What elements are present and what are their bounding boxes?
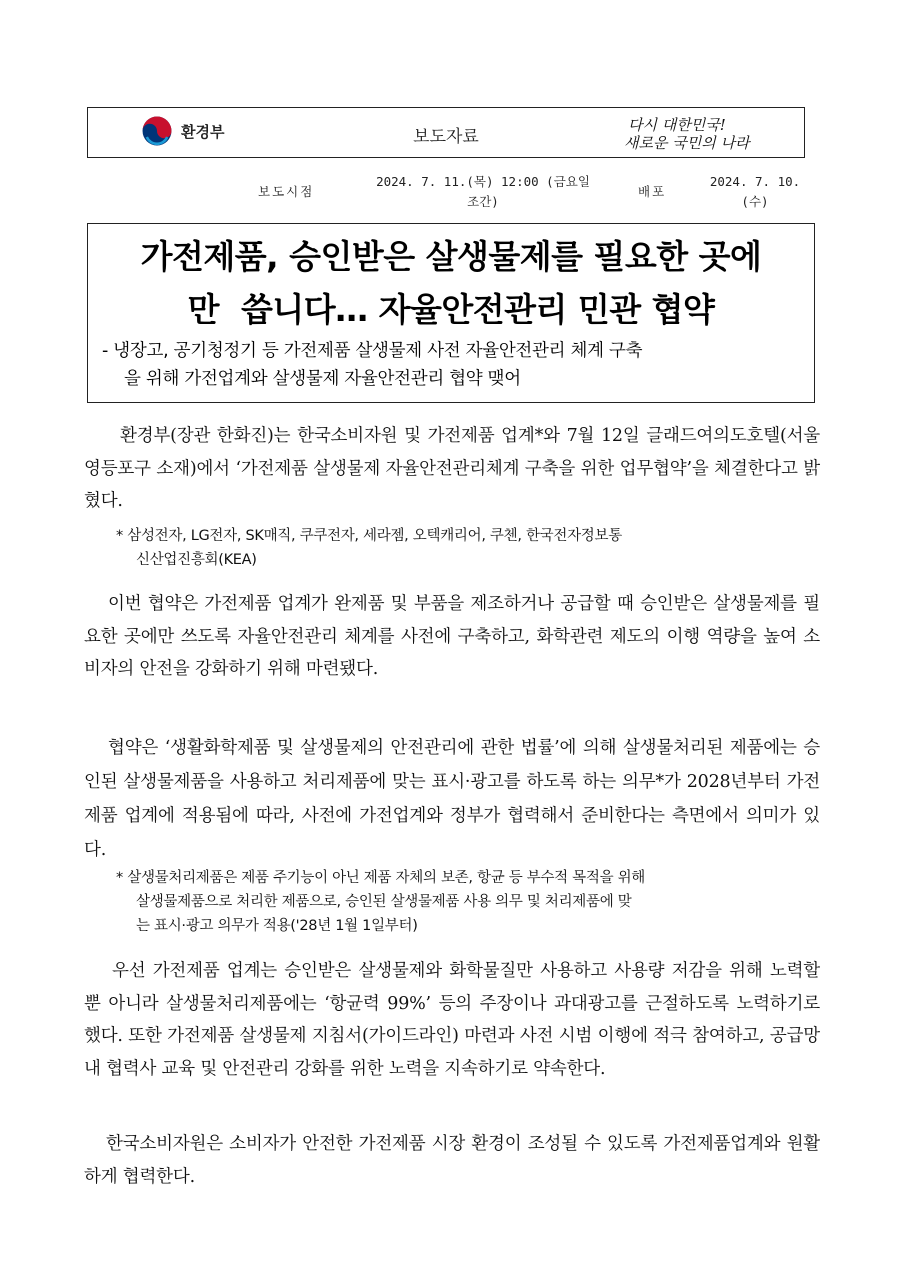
headline-box (87, 223, 815, 403)
body-paragraph-3: 협약은 ‘생활화학제품 및 살생물제의 안전관리에 관한 법률’에 의해 살생물처리된 제품에는 승인된 살생물제품을 사용하고 처리제품에 맞는 표시·광고를 하도록 하는 의무*가 2028년부터 가전제품 업계에 적용됨에 따라, 사전에 가전업계와 정부가 협력해서 준비한다는 측면에서 의미가 있다. (84, 738, 820, 860)
press-header (87, 107, 805, 158)
slogan-line1: 다시 대한민국! (628, 116, 726, 134)
footnote-treated-line1: * 살생물처리제품은 제품 주기능이 아닌 제품 자체의 보존, 항균 등 부수적 목적을 위해 (116, 870, 646, 886)
distribution-date (690, 172, 820, 212)
subheadline-line1: - 냉장고, 공기청정기 등 가전제품 살생물제 사전 자율안전관리 체계 구축 (102, 341, 643, 361)
release-time-line2: 조간) (467, 194, 499, 209)
distribution-label: 배포 (638, 184, 667, 199)
press-release-label: 보도자료 (413, 127, 479, 147)
subheadline (102, 337, 804, 393)
footnote-companies-line2: 신산업진흥회(KEA) (136, 552, 257, 568)
release-time-line1: 2024. 7. 11.(목) 12:00 (금요일 (376, 174, 590, 189)
headline-line1: 가전제품, 승인받은 살생물제를 필요한 곳에 (140, 237, 762, 276)
body-paragraph-5: 한국소비자원은 소비자가 안전한 가전제품 시장 환경이 조성될 수 있도록 가전제품업계와 원활하게 협력한다. (84, 1134, 820, 1187)
body-paragraph-1: 환경부(장관 한화진)는 한국소비자원 및 가전제품 업계*와 7월 12일 글래드여의도호텔(서울 영등포구 소재)에서 ‘가전제품 살생물제 자율안전관리체계 구축을 위한 업무협약’을 체결한다고 밝혔다. (84, 426, 820, 511)
slogan-handwriting (622, 112, 782, 154)
headline-line2: 만 씁니다… 자율안전관리 민관 협약 (187, 290, 715, 329)
ministry-name: 환경부 (181, 122, 225, 141)
headline (88, 230, 814, 336)
footnote-treated-line3: 는 표시·광고 의무가 적용('28년 1월 1일부터) (136, 918, 418, 934)
footnote-companies (116, 524, 820, 572)
release-time-label: 보도시점 (258, 184, 315, 199)
release-time-value (343, 172, 623, 212)
footnote-companies-line1: * 삼성전자, LG전자, SK매직, 쿠쿠전자, 세라젬, 오텍캐리어, 쿠첸, 한국전자정보통 (116, 528, 622, 544)
footnote-treated-line2: 살생물제품으로 처리한 제품으로, 승인된 살생물제품 사용 의무 및 처리제품에 맞 (136, 894, 632, 910)
footnote-treated-products (116, 866, 820, 938)
distribution-date-line1: 2024. 7. 10. (709, 174, 801, 189)
body-paragraph-2: 이번 협약은 가전제품 업계가 완제품 및 부품을 제조하거나 공급할 때 승인받은 살생물제를 필요한 곳에만 쓰도록 자율안전관리 체계를 사전에 구축하고, 화학관련 제도의 이행 역량을 높여 소비자의 안전을 강화하기 위해 마련됐다. (84, 594, 820, 679)
slogan-line2: 새로운 국민의 나라 (624, 134, 750, 152)
subheadline-line2: 을 위해 가전업계와 살생물제 자율안전관리 협약 맺어 (124, 369, 521, 389)
distribution-date-line2: (수) (741, 194, 769, 209)
body-paragraph-4: 우선 가전제품 업계는 승인받은 살생물제와 화학물질만 사용하고 사용량 저감을 위해 노력할 뿐 아니라 살생물처리제품에는 ‘항균력 99%’ 등의 주장이나 과대광고를 근절하도록 노력하기로 했다. 또한 가전제품 살생물제 지침서(가이드라인) 마련과 사전 시범 이행에 적극 참여하고, 공급망내 협력사 교육 및 안전관리 강화를 위한 노력을 지속하기로 약속한다. (84, 961, 820, 1079)
